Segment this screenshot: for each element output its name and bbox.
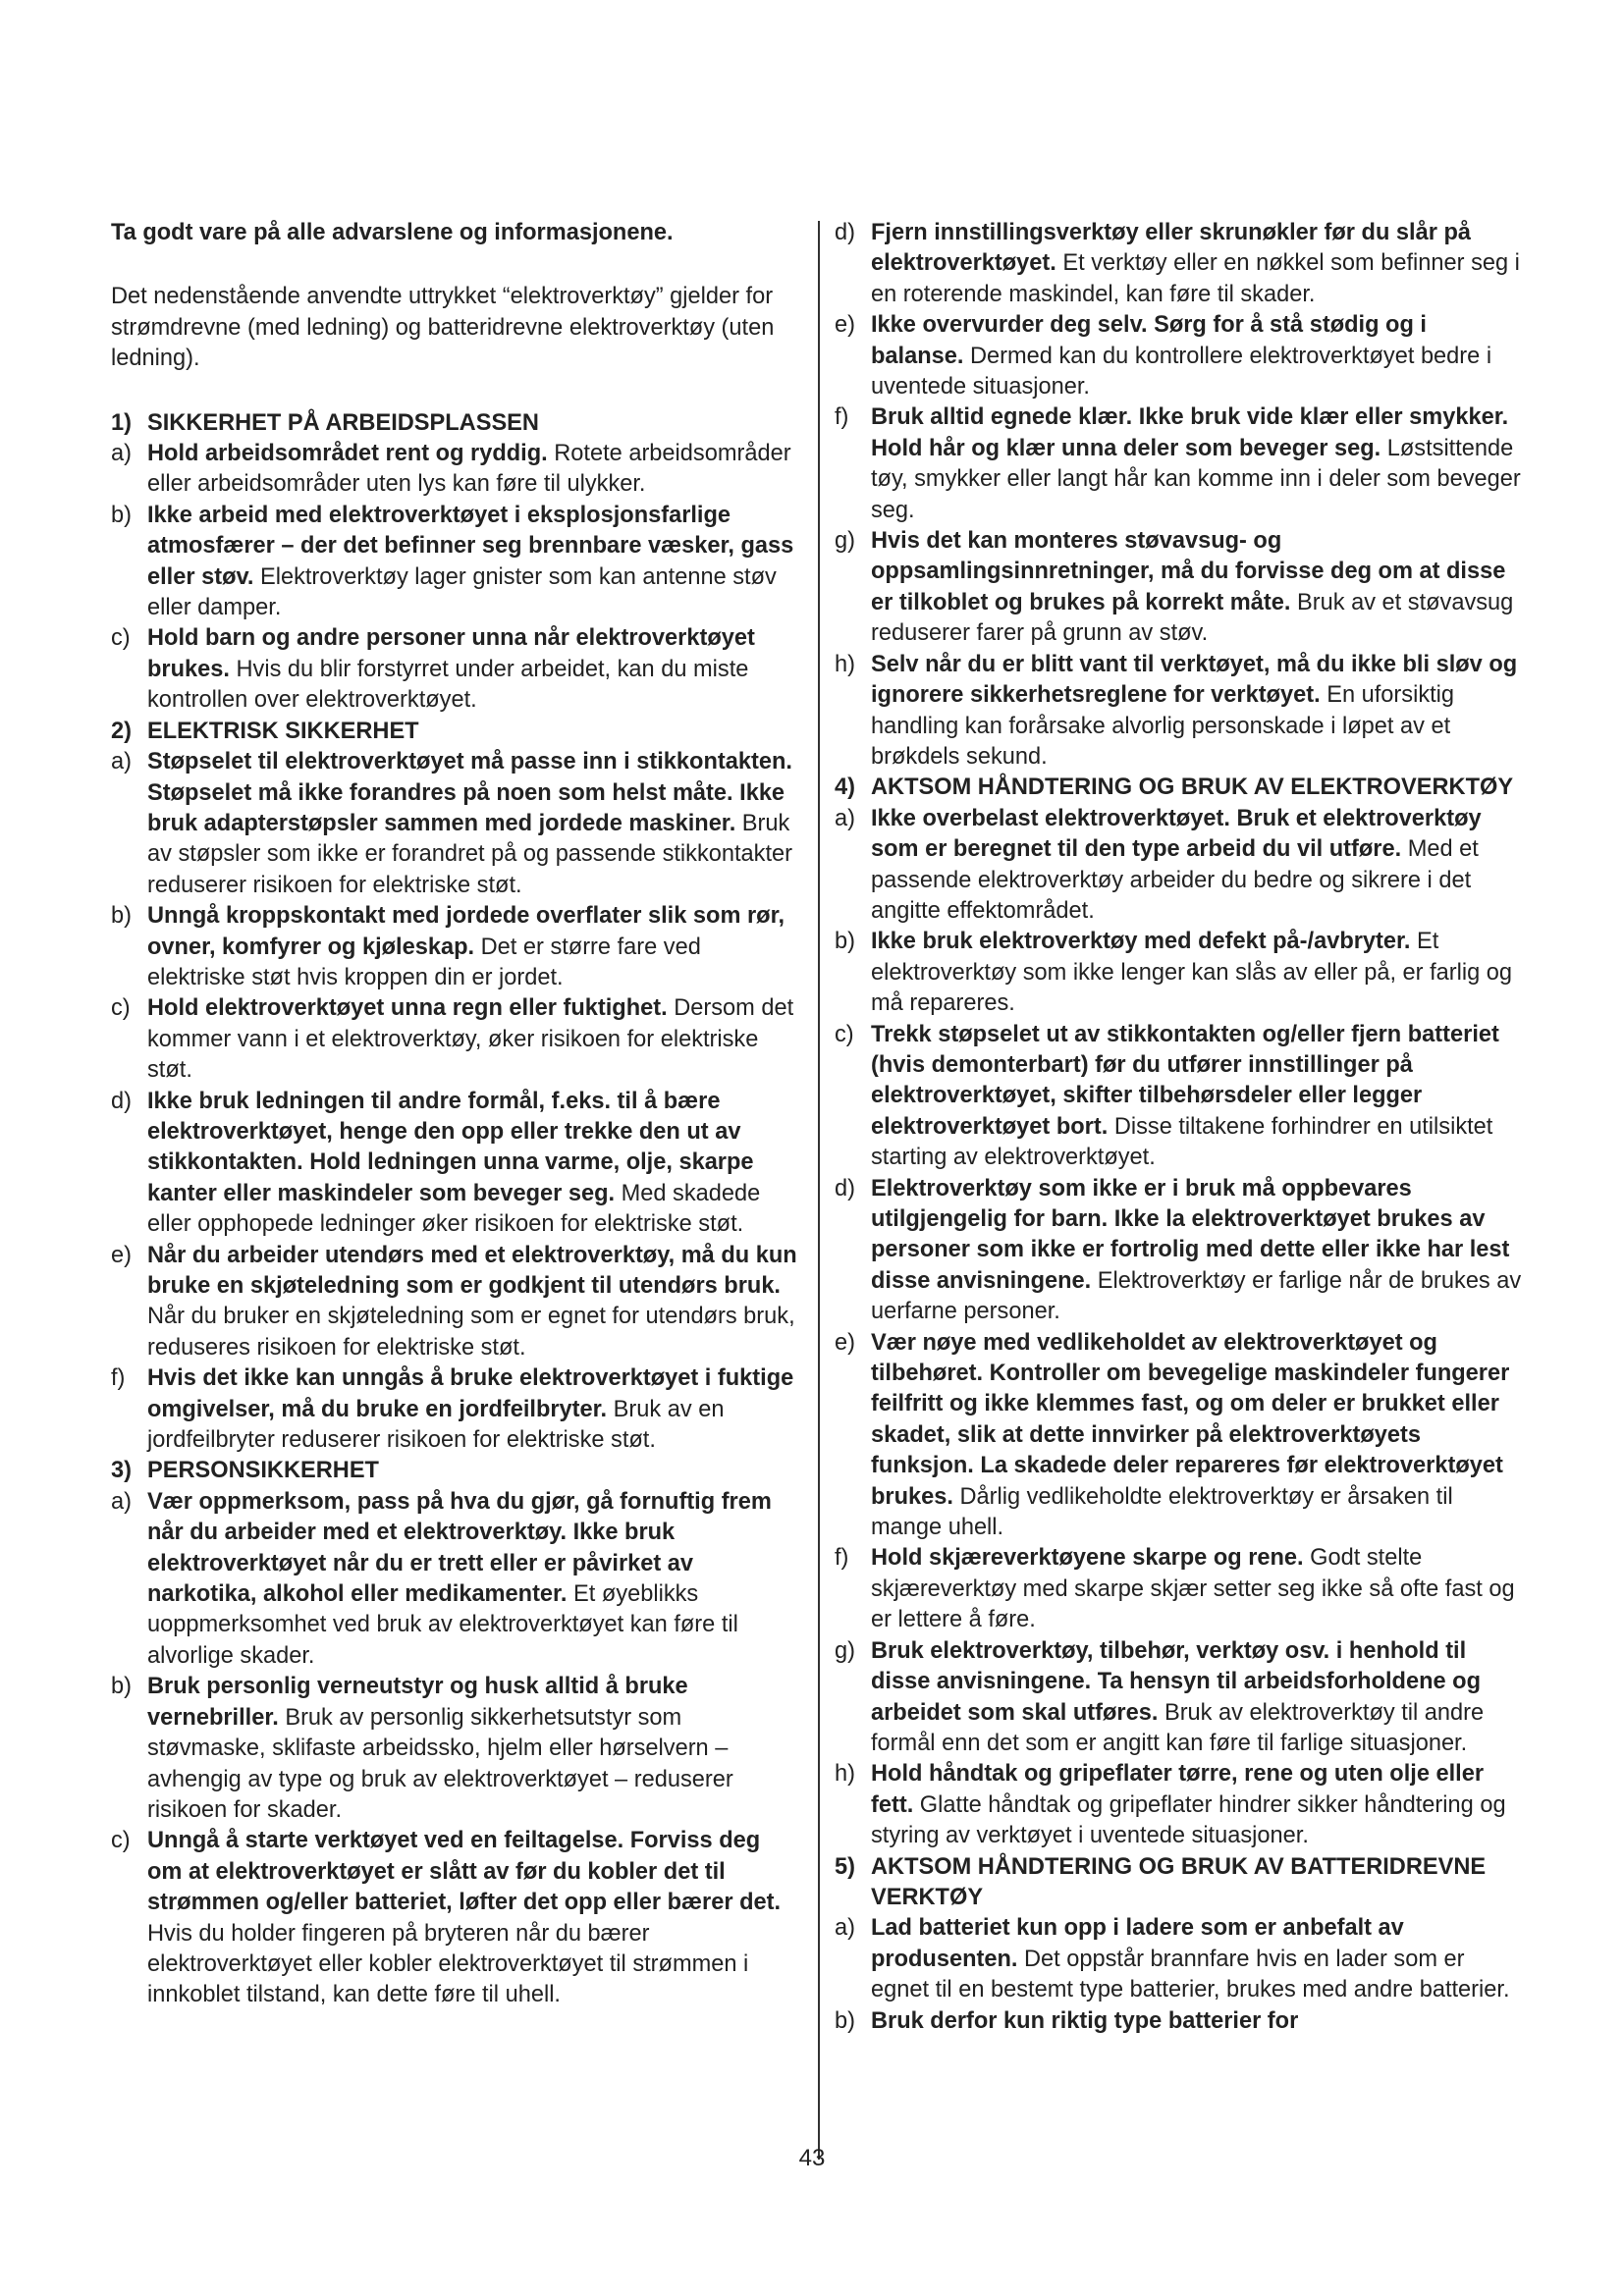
item-text: Et elektroverktøy som ikke lenger kan slås av eller på, er farlig og må repareres. [871,929,1513,1017]
item-label: b) [111,1674,132,1700]
item-label: c) [111,625,131,652]
item-text: Elektroverktøy er farlige når de brukes av uerfarne personer. [871,1267,1522,1325]
item-label: f) [111,1365,126,1392]
intro-heading: Ta godt vare på alle advarslene og informasjonene. [111,220,674,245]
item-text: Dersom det kommer vann i et elektroverktøy, øker risikoen for elektriske støt. [147,995,794,1084]
left-column [111,218,798,2011]
item-label: h) [835,1761,855,1788]
section-number: 4) [835,774,855,801]
item-text: Med skadede eller opphopede ledninger øker risikoen for elektriske støt. [147,1180,761,1238]
item-text: Bruk av elektroverktøy til andre formål enn det som er angitt kan føre til farlige situasjoner. [871,1699,1485,1756]
section-number: 1) [111,409,132,436]
item-label: g) [835,1637,855,1664]
list-item [111,747,798,901]
item-text: Disse tiltakene forhindrer en utilsiktet starting av elektroverktøyet. [871,1113,1493,1171]
item-text: Hvis du blir forstyrret under arbeidet, kan du miste kontrollen over elektroverktøyet. [147,656,749,714]
item-label: a) [835,805,855,831]
item-label: a) [111,441,132,467]
item-bold-text: Hold barn og andre personer unna når elektroverktøyet brukes. [147,625,755,682]
item-bold-text: Unngå kroppskontakt med jordede overflater slik som rør, ovner, komfyrer og kjøleskap. [147,903,785,960]
item-bold-text: Elektroverktøy som ikke er i bruk må oppbevares utilgjengelig for barn. Ikke la elektroverktøyet brukes av personer som ikke er fortrolig med dette eller ikke har lest disse anvisningene. [871,1175,1510,1294]
item-text: Bruk av et støvavsug reduserer farer på grunn av støv. [871,589,1514,647]
list-item [111,1487,798,1672]
item-text: Bruk av personlig sikkerhetsutstyr som støvmaske, sklifaste arbeidssko, hjelm eller hørselvern – avhengig av type og bruk av elektroverktøyet – reduserer risikoen for skader. [147,1704,733,1823]
item-bold-text: Bruk personlig verneutstyr og husk alltid å bruke vernebriller. [147,1674,688,1731]
list-item [835,927,1522,1019]
item-text: Dermed kan du kontrollere elektroverktøyet bedre i uventede situasjoner. [871,343,1492,400]
item-bold-text: Selv når du er blitt vant til verktøyet, må du ikke bli sløv og ignorere sikkerhetsreglene for verktøyet. [871,651,1518,709]
item-text: En uforsiktig handling kan forårsake alvorlig personskade i løpet av et brøkdels sekund. [871,682,1455,770]
section-title: SIKKERHET PÅ ARBEIDSPLASSEN [147,409,539,436]
item-label: d) [835,220,855,245]
item-text: Et øyeblikks uoppmerksomhet ved bruk av elektroverktøyet kan føre til alvorlige skader. [147,1581,738,1669]
item-text: Et verktøy eller en nøkkel som befinner seg i en roterende maskindel, kan føre til skader. [871,250,1520,307]
item-text: Når du bruker en skjøteledning som er egnet for utendørs bruk, reduseres risikoen for elektriske støt. [147,1304,795,1361]
list-item [111,1826,798,2010]
item-bold-text: Lad batteriet kun opp i ladere som er anbefalt av produsenten. [871,1915,1404,1972]
item-bold-text: Hold elektroverktøyet unna regn eller fuktighet. [147,995,668,1022]
column-divider [818,221,820,2160]
item-text: Hvis du holder fingeren på bryteren når du bærer elektroverktøyet eller kobler elektroverktøyet til strømmen i innkoblet tilstand, kan dette føre til uhell. [147,1920,749,2008]
item-bold-text: Bruk derfor kun riktig type batterier for [871,2007,1299,2034]
section-heading [111,717,798,747]
list-item [835,1913,1522,2005]
item-bold-text: Hvis det kan monteres støvavsug- og oppsamlingsinnretninger, må du forvisse deg om at disse er tilkoblet og brukes på korrekt måte. [871,528,1506,615]
item-bold-text: Ikke bruk elektroverktøy med defekt på-/avbryter. [871,929,1411,955]
list-item [835,2006,1522,2037]
list-item [835,650,1522,774]
list-item [835,804,1522,928]
section-heading [111,408,798,439]
section-heading [111,1456,798,1486]
item-bold-text: Ikke overbelast elektroverktøyet. Bruk et elektroverktøy som er beregnet til den type arbeid du vil utføre. [871,805,1482,863]
list-item [835,1636,1522,1760]
intro-text: Det nedenstående anvendte uttrykket “elektroverktøy” gjelder for strømdrevne (med ledning) og batteridrevne elektroverktøy (uten ledning). [111,284,775,372]
section-number: 5) [835,1853,855,1880]
list-item [835,310,1522,402]
item-label: b) [835,929,855,955]
section-number: 2) [111,718,132,744]
item-bold-text: Trekk støpselet ut av stikkontakten og/eller fjern batteriet (hvis demonterbart) før du utfører innstillinger på elektroverktøyet, skifter tilbehørsdeler eller legger elektroverktøyet bort. [871,1021,1499,1140]
right-column [835,218,1522,2037]
item-bold-text: Unngå å starte verktøyet ved en feiltagelse. Forviss deg om at elektroverktøyet er slått av før du kobler det til strømmen og/eller batteriet, løfter det opp eller bærer det. [147,1828,782,1916]
section-heading [835,1852,1522,1914]
item-text: Bruk av en jordfeilbryter reduserer risikoen for elektriske støt. [147,1396,725,1454]
item-label: a) [111,1488,132,1515]
item-label: c) [835,1021,854,1047]
item-bold-text: Hvis det ikke kan unngås å bruke elektroverktøyet i fuktige omgivelser, må du bruke en jordfeilbryter. [147,1365,794,1422]
list-item [835,1759,1522,1851]
item-label: d) [111,1088,132,1114]
item-bold-text: Ikke arbeid med elektroverktøyet i eksplosjonsfarlige atmosfærer – der det befinner seg brennbare væsker, gass eller støv. [147,502,794,590]
item-bold-text: Hold arbeidsområdet rent og ryddig. [147,441,548,467]
item-bold-text: Hold skjæreverktøyene skarpe og rene. [871,1545,1304,1572]
item-label: b) [111,502,132,528]
item-label: g) [835,528,855,555]
item-label: e) [111,1242,132,1268]
item-bold-text: Ikke overvurder deg selv. Sørg for å stå stødig og i balanse. [871,312,1427,369]
item-bold-text: Støpselet til elektroverktøyet må passe inn i stikkontakten. Støpselet må ikke forandres på noen som helst måte. Ikke bruk adapterstøpsler sammen med jordede maskiner. [147,749,792,836]
section-title: ELEKTRISK SIKKERHET [147,718,419,744]
item-label: f) [835,404,849,431]
item-label: h) [835,651,855,677]
list-item [835,1174,1522,1328]
list-item [111,623,798,716]
list-item [111,439,798,501]
item-label: d) [835,1175,855,1201]
list-item [111,1672,798,1826]
item-text: Det er større fare ved elektriske støt hvis kroppen din er jordet. [147,934,701,990]
section-title: AKTSOM HÅNDTERING OG BRUK AV BATTERIDREVNE VERKTØY [871,1853,1487,1910]
item-bold-text: Bruk alltid egnede klær. Ikke bruk vide klær eller smykker. Hold hår og klær unna deler som beveger seg. [871,404,1509,461]
section-title: AKTSOM HÅNDTERING OG BRUK AV ELEKTROVERKTØY [871,774,1514,801]
item-label: c) [111,995,131,1022]
item-text: Elektroverktøy lager gnister som kan antenne støv eller damper. [147,563,777,621]
section-number: 3) [111,1458,132,1484]
list-item [111,1241,798,1364]
item-text: Med et passende elektroverktøy arbeider du bedre og sikrere i det angitte effektområdet. [871,836,1479,924]
list-item [835,526,1522,650]
item-bold-text: Hold håndtak og gripeflater tørre, rene og uten olje eller fett. [871,1761,1485,1818]
item-text: Rotete arbeidsområder eller arbeidsområder uten lys kan føre til ulykker. [147,441,791,498]
item-label: a) [111,749,132,775]
list-item [835,1543,1522,1635]
list-item [111,1363,798,1456]
item-label: f) [835,1545,849,1572]
item-label: a) [835,1915,855,1942]
item-bold-text: Fjern innstillingsverktøy eller skrunøkler før du slår på elektroverktøyet. [871,220,1471,277]
item-bold-text: Når du arbeider utendørs med et elektroverktøy, må du kun bruke en skjøteledning som er godkjent til utendørs bruk. [147,1242,797,1299]
item-text: Bruk av støpsler som ikke er forandret på og passende stikkontakter reduserer risikoen for elektriske støt. [147,810,793,898]
item-text: Løstsittende tøy, smykker eller langt hår kan komme inn i deler som beveger seg. [871,435,1521,523]
item-text: Godt stelte skjæreverktøy med skarpe skjær setter seg ikke så ofte fast og er lettere å føre. [871,1545,1515,1633]
list-item [835,402,1522,526]
list-item [111,501,798,624]
item-label: b) [111,903,132,930]
item-label: e) [835,312,855,339]
section-title: PERSONSIKKERHET [147,1458,379,1484]
list-item [111,901,798,993]
item-bold-text: Ikke bruk ledningen til andre formål, f.eks. til å bære elektroverktøyet, henge den opp eller trekke den ut av stikkontakten. Hold ledningen unna varme, olje, skarpe kanter eller maskindeler som beveger seg. [147,1088,754,1206]
item-bold-text: Vær nøye med vedlikeholdet av elektroverktøyet og tilbehøret. Kontroller om bevegelige maskindeler fungerer feilfritt og ikke klemmes fast, og om deler er brukket eller skadet, slik at dette innvirker på elektroverktøyets funksjon. La skadede deler repareres før elektroverktøyet brukes. [871,1329,1510,1510]
item-bold-text: Bruk elektroverktøy, tilbehør, verktøy osv. i henhold til disse anvisningene. Ta hensyn til arbeidsforholdene og arbeidet som skal utføres. [871,1637,1481,1726]
item-label: b) [835,2007,855,2034]
list-item [835,1328,1522,1544]
list-item [835,1020,1522,1174]
item-bold-text: Vær oppmerksom, pass på hva du gjør, gå fornuftig frem når du arbeider med et elektroverktøy. Ikke bruk elektroverktøyet når du er trett eller er påvirket av narkotika, alkohol eller medikamenter. [147,1488,772,1608]
page-number: 43 [798,2145,826,2171]
item-label: e) [835,1329,855,1356]
list-item [111,993,798,1086]
item-text: Det oppstår brannfare hvis en lader som er egnet til en bestemt type batterier, brukes med andre batterier. [871,1946,1510,2003]
section-heading [835,773,1522,803]
item-text: Glatte håndtak og gripeflater hindrer sikker håndtering og styring av verktøyet i uventede situasjoner. [871,1791,1506,1849]
list-item [835,218,1522,310]
item-text: Dårlig vedlikeholdte elektroverktøy er årsaken til mange uhell. [871,1483,1453,1541]
list-item [111,1087,798,1241]
item-label: c) [111,1828,131,1854]
